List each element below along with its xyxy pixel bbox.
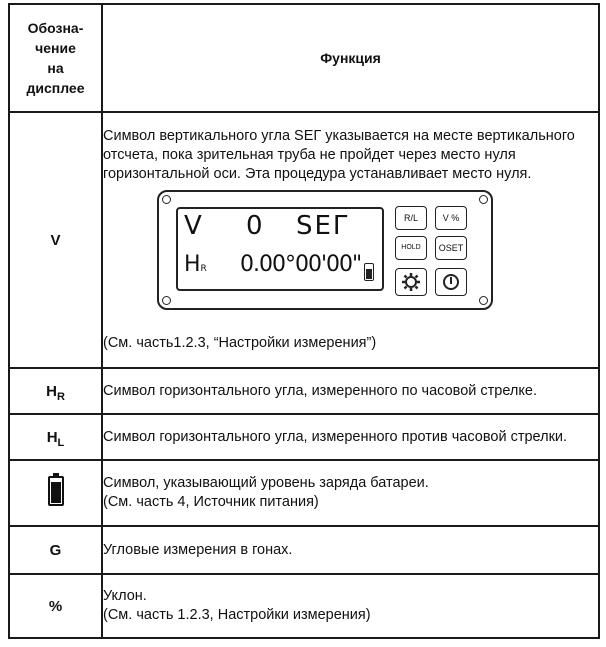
oset-button[interactable]: OSET <box>435 236 467 260</box>
header-symbol-label: Обозна- чение на дисплее <box>26 20 85 96</box>
battery-icon <box>48 476 64 506</box>
function-cell-g <box>102 526 599 574</box>
power-button[interactable] <box>435 268 467 296</box>
lcd-v-label: V <box>184 211 202 241</box>
function-cell-hr <box>102 368 599 414</box>
v-percent-button[interactable]: V % <box>435 206 467 230</box>
function-note-v: (См. часть1.2.3, “Настройки измерения”) <box>103 335 377 351</box>
symbol-cell-hl <box>9 414 102 460</box>
screw-icon <box>479 296 488 305</box>
function-text-g: Угловые измерения в гонах. <box>103 541 293 558</box>
lcd-h-label: HR <box>184 252 207 277</box>
power-icon <box>442 273 460 291</box>
symbol-hl: $H_L$ <box>46 428 65 449</box>
symbol-cell-g <box>9 526 102 574</box>
function-cell-percent <box>102 574 599 638</box>
lcd-seg: SEГ <box>296 211 351 241</box>
symbol-hr: $H_R$ <box>46 382 65 403</box>
function-cell-v <box>102 112 599 368</box>
symbol-v: V <box>50 231 61 249</box>
symbol-cell-battery <box>9 460 102 526</box>
hold-button[interactable]: HOLD <box>395 236 427 260</box>
symbol-cell-hr <box>9 368 102 414</box>
function-text-percent: Уклон. <box>103 588 147 604</box>
function-text-hr: Символ горизонтального угла, измеренного по часовой стрелке. <box>103 382 537 399</box>
symbol-cell-v <box>9 112 102 368</box>
header-function-cell <box>102 4 599 112</box>
function-text-hl: Символ горизонтального угла, измеренного против часовой стрелки. <box>103 428 568 445</box>
header-symbol-cell <box>9 4 102 112</box>
screw-icon <box>479 195 488 204</box>
function-cell-battery <box>102 460 599 526</box>
rl-button[interactable]: R/L <box>395 206 427 230</box>
display-illustration <box>103 184 598 334</box>
screw-icon <box>162 195 171 204</box>
lcd-screen <box>176 207 384 291</box>
screw-icon <box>162 296 171 305</box>
function-cell-hl <box>102 414 599 460</box>
lcd-angle-value: 0.00°00'00" <box>240 252 362 277</box>
function-note-battery: (См. часть 4, Источник питания) <box>103 494 319 510</box>
symbol-cell-percent <box>9 574 102 638</box>
gear-button[interactable] <box>395 268 427 296</box>
instrument-panel <box>157 190 493 310</box>
function-note-percent: (См. часть 1.2.3, Настройки измерения) <box>103 607 371 623</box>
battery-icon <box>364 263 374 281</box>
header-function-label: Функция <box>320 50 381 66</box>
function-text-v: Символ вертикального угла SEГ указывается на месте вертикального отсчета, пока зрительная труба не пройдет через место нуля горизонтальной оси. Эта процедура устанавливает место нуля. <box>103 128 575 182</box>
function-text-battery: Символ, указывающий уровень заряда батареи. <box>103 475 429 491</box>
function-table <box>8 3 600 639</box>
symbol-g: G <box>49 541 62 559</box>
gear-icon <box>401 272 421 292</box>
lcd-zero: 0 <box>246 211 263 241</box>
symbol-percent: % <box>48 597 63 615</box>
